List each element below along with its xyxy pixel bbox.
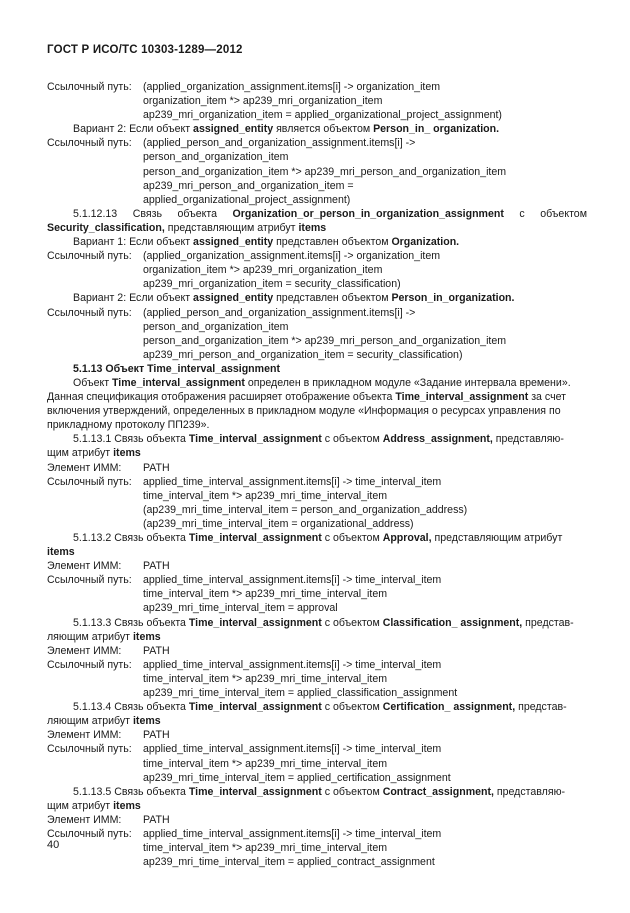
section-heading-5-1-12-13: 5.1.12.13 Связь объекта Organization_or_person_in_organization_assignment с объектом — [73, 207, 587, 220]
path-line: ap239_mri_person_and_organization_item = security_classification) — [143, 348, 463, 361]
path-line: person_and_organization_item *> ap239_mri_person_and_organization_item — [143, 334, 507, 347]
path-text: applied_time_interval_assignment.items[i] -> time_interval_item — [143, 743, 442, 756]
path-line: time_interval_item *> ap239_mri_time_interval_item — [143, 757, 388, 770]
mim-element-label: Элемент ИММ: — [47, 560, 122, 573]
mim-value: PATH — [143, 461, 170, 474]
mim-element-line — [47, 644, 587, 658]
path-line: ap239_mri_time_interval_item = applied_classification_assignment — [143, 687, 458, 700]
ref-path-label: Ссылочный путь: — [47, 743, 132, 756]
path-line: ap239_mri_organization_item = security_classification) — [143, 278, 401, 291]
subsection-heading-cont: щим атрибут items — [47, 447, 141, 460]
subsection-heading-5-1-13-3: 5.1.13.3 Связь объекта Time_interval_assignment с объектом Classification_ assignment, представ- — [73, 616, 574, 629]
page-header-title: ГОСТ Р ИСО/ТС 10303-1289—2012 — [47, 44, 243, 56]
ref-path-label: Ссылочный путь: — [47, 574, 132, 587]
path-line: ap239_mri_time_interval_item = approval — [143, 602, 338, 615]
section-heading-cont: Security_classification, представляющим атрибут items — [47, 221, 327, 234]
mim-element-label: Элемент ИММ: — [47, 644, 122, 657]
path-text: applied_time_interval_assignment.items[i] -> time_interval_item — [143, 827, 442, 840]
mim-element-line — [47, 461, 587, 475]
mim-element-label: Элемент ИММ: — [47, 729, 122, 742]
mim-value: PATH — [143, 644, 170, 657]
path-line: time_interval_item *> ap239_mri_time_interval_item — [143, 842, 388, 855]
subsection-heading-cont: items — [47, 546, 75, 559]
ref-path-line — [47, 306, 587, 320]
ref-path-line — [47, 658, 587, 672]
path-text: applied_time_interval_assignment.items[i] -> time_interval_item — [143, 475, 442, 488]
ref-path-line — [47, 249, 587, 263]
path-line: time_interval_item *> ap239_mri_time_interval_item — [143, 588, 388, 601]
path-text: (applied_person_and_organization_assignment.items[i] -> — [143, 306, 416, 319]
path-line: person_and_organization_item *> ap239_mri_person_and_organization_item — [143, 165, 507, 178]
path-text: (applied_organization_assignment.items[i] -> organization_item — [143, 81, 441, 93]
variant-2-line: Вариант 2: Если объект assigned_entity представлен объектом Person_in_organization. — [73, 292, 515, 305]
mim-element-line — [47, 559, 587, 573]
subsection-heading-5-1-13-5: 5.1.13.5 Связь объекта Time_interval_assignment с объектом Contract_assignment, представляю- — [73, 785, 566, 798]
path-line: (ap239_mri_time_interval_item = person_and_organization_address) — [143, 503, 468, 516]
ref-path-line — [47, 80, 587, 94]
subsection-heading-5-1-13-1: 5.1.13.1 Связь объекта Time_interval_assignment с объектом Address_assignment, представляю- — [73, 433, 564, 446]
section-heading-5-1-13: 5.1.13 Объект Time_interval_assignment — [73, 362, 280, 375]
ref-path-line — [47, 475, 587, 489]
paragraph-line: прикладному протоколу ПП239». — [47, 419, 210, 432]
mim-element-line — [47, 813, 587, 827]
path-line: ap239_mri_organization_item = applied_organizational_project_assignment) — [143, 109, 502, 122]
path-text: applied_time_interval_assignment.items[i] -> time_interval_item — [143, 658, 442, 671]
paragraph-line: включения утверждений, определенных в прикладном модуле «Информация о ресурсах управления по — [47, 405, 561, 418]
ref-path-label: Ссылочный путь: — [47, 81, 132, 93]
path-line: ap239_mri_time_interval_item = applied_contract_assignment — [143, 856, 435, 869]
ref-path-line — [47, 573, 587, 587]
variant-2-line: Вариант 2: Если объект assigned_entity является объектом Person_in_ organization. — [73, 123, 500, 136]
path-text: applied_time_interval_assignment.items[i] -> time_interval_item — [143, 574, 442, 587]
mim-element-label: Элемент ИММ: — [47, 461, 122, 474]
subsection-heading-cont: щим атрибут items — [47, 799, 141, 812]
subsection-heading-cont: ляющим атрибут items — [47, 630, 161, 643]
page-number: 40 — [47, 839, 60, 851]
paragraph-line: Данная спецификация отображения расширяет отображение объекта Time_interval_assignment за счет — [47, 391, 566, 404]
ref-path-label: Ссылочный путь: — [47, 827, 132, 840]
path-line: ap239_mri_time_interval_item = applied_certification_assignment — [143, 771, 451, 784]
subsection-heading-5-1-13-2: 5.1.13.2 Связь объекта Time_interval_assignment с объектом Approval, представляющим атрибут — [73, 532, 563, 544]
subsection-heading-cont: ляющим атрибут items — [47, 715, 161, 728]
path-line: organization_item *> ap239_mri_organization_item — [143, 264, 383, 277]
ref-path-label: Ссылочный путь: — [47, 658, 132, 671]
subsection-heading-5-1-13-4: 5.1.13.4 Связь объекта Time_interval_assignment с объектом Certification_ assignment, представ- — [73, 701, 567, 714]
path-line: (ap239_mri_time_interval_item = organizational_address) — [143, 517, 414, 530]
path-line: organization_item *> ap239_mri_organization_item — [143, 95, 383, 108]
ref-path-label: Ссылочный путь: — [47, 137, 132, 150]
page-body — [47, 80, 587, 869]
path-text: (applied_organization_assignment.items[i] -> organization_item — [143, 250, 441, 263]
mim-element-label: Элемент ИММ: — [47, 813, 122, 826]
variant-1-line: Вариант 1: Если объект assigned_entity представлен объектом Organization. — [73, 236, 460, 249]
path-line: applied_organizational_project_assignment) — [143, 193, 351, 206]
ref-path-line — [47, 136, 587, 150]
path-text: (applied_person_and_organization_assignment.items[i] -> — [143, 137, 416, 150]
ref-path-line — [47, 827, 587, 841]
path-line: time_interval_item *> ap239_mri_time_interval_item — [143, 489, 388, 502]
paragraph-line: Объект Time_interval_assignment определен в прикладном модуле «Задание интервала времени». — [73, 376, 571, 389]
mim-value: PATH — [143, 729, 170, 742]
path-line: person_and_organization_item — [143, 320, 289, 333]
ref-path-line — [47, 742, 587, 756]
ref-path-label: Ссылочный путь: — [47, 250, 132, 263]
mim-value: PATH — [143, 813, 170, 826]
mim-value: PATH — [143, 560, 170, 573]
ref-path-label: Ссылочный путь: — [47, 306, 132, 319]
path-line: time_interval_item *> ap239_mri_time_interval_item — [143, 672, 388, 685]
mim-element-line — [47, 728, 587, 742]
path-line: person_and_organization_item — [143, 151, 289, 164]
path-line: ap239_mri_person_and_organization_item = — [143, 179, 354, 192]
ref-path-label: Ссылочный путь: — [47, 475, 132, 488]
